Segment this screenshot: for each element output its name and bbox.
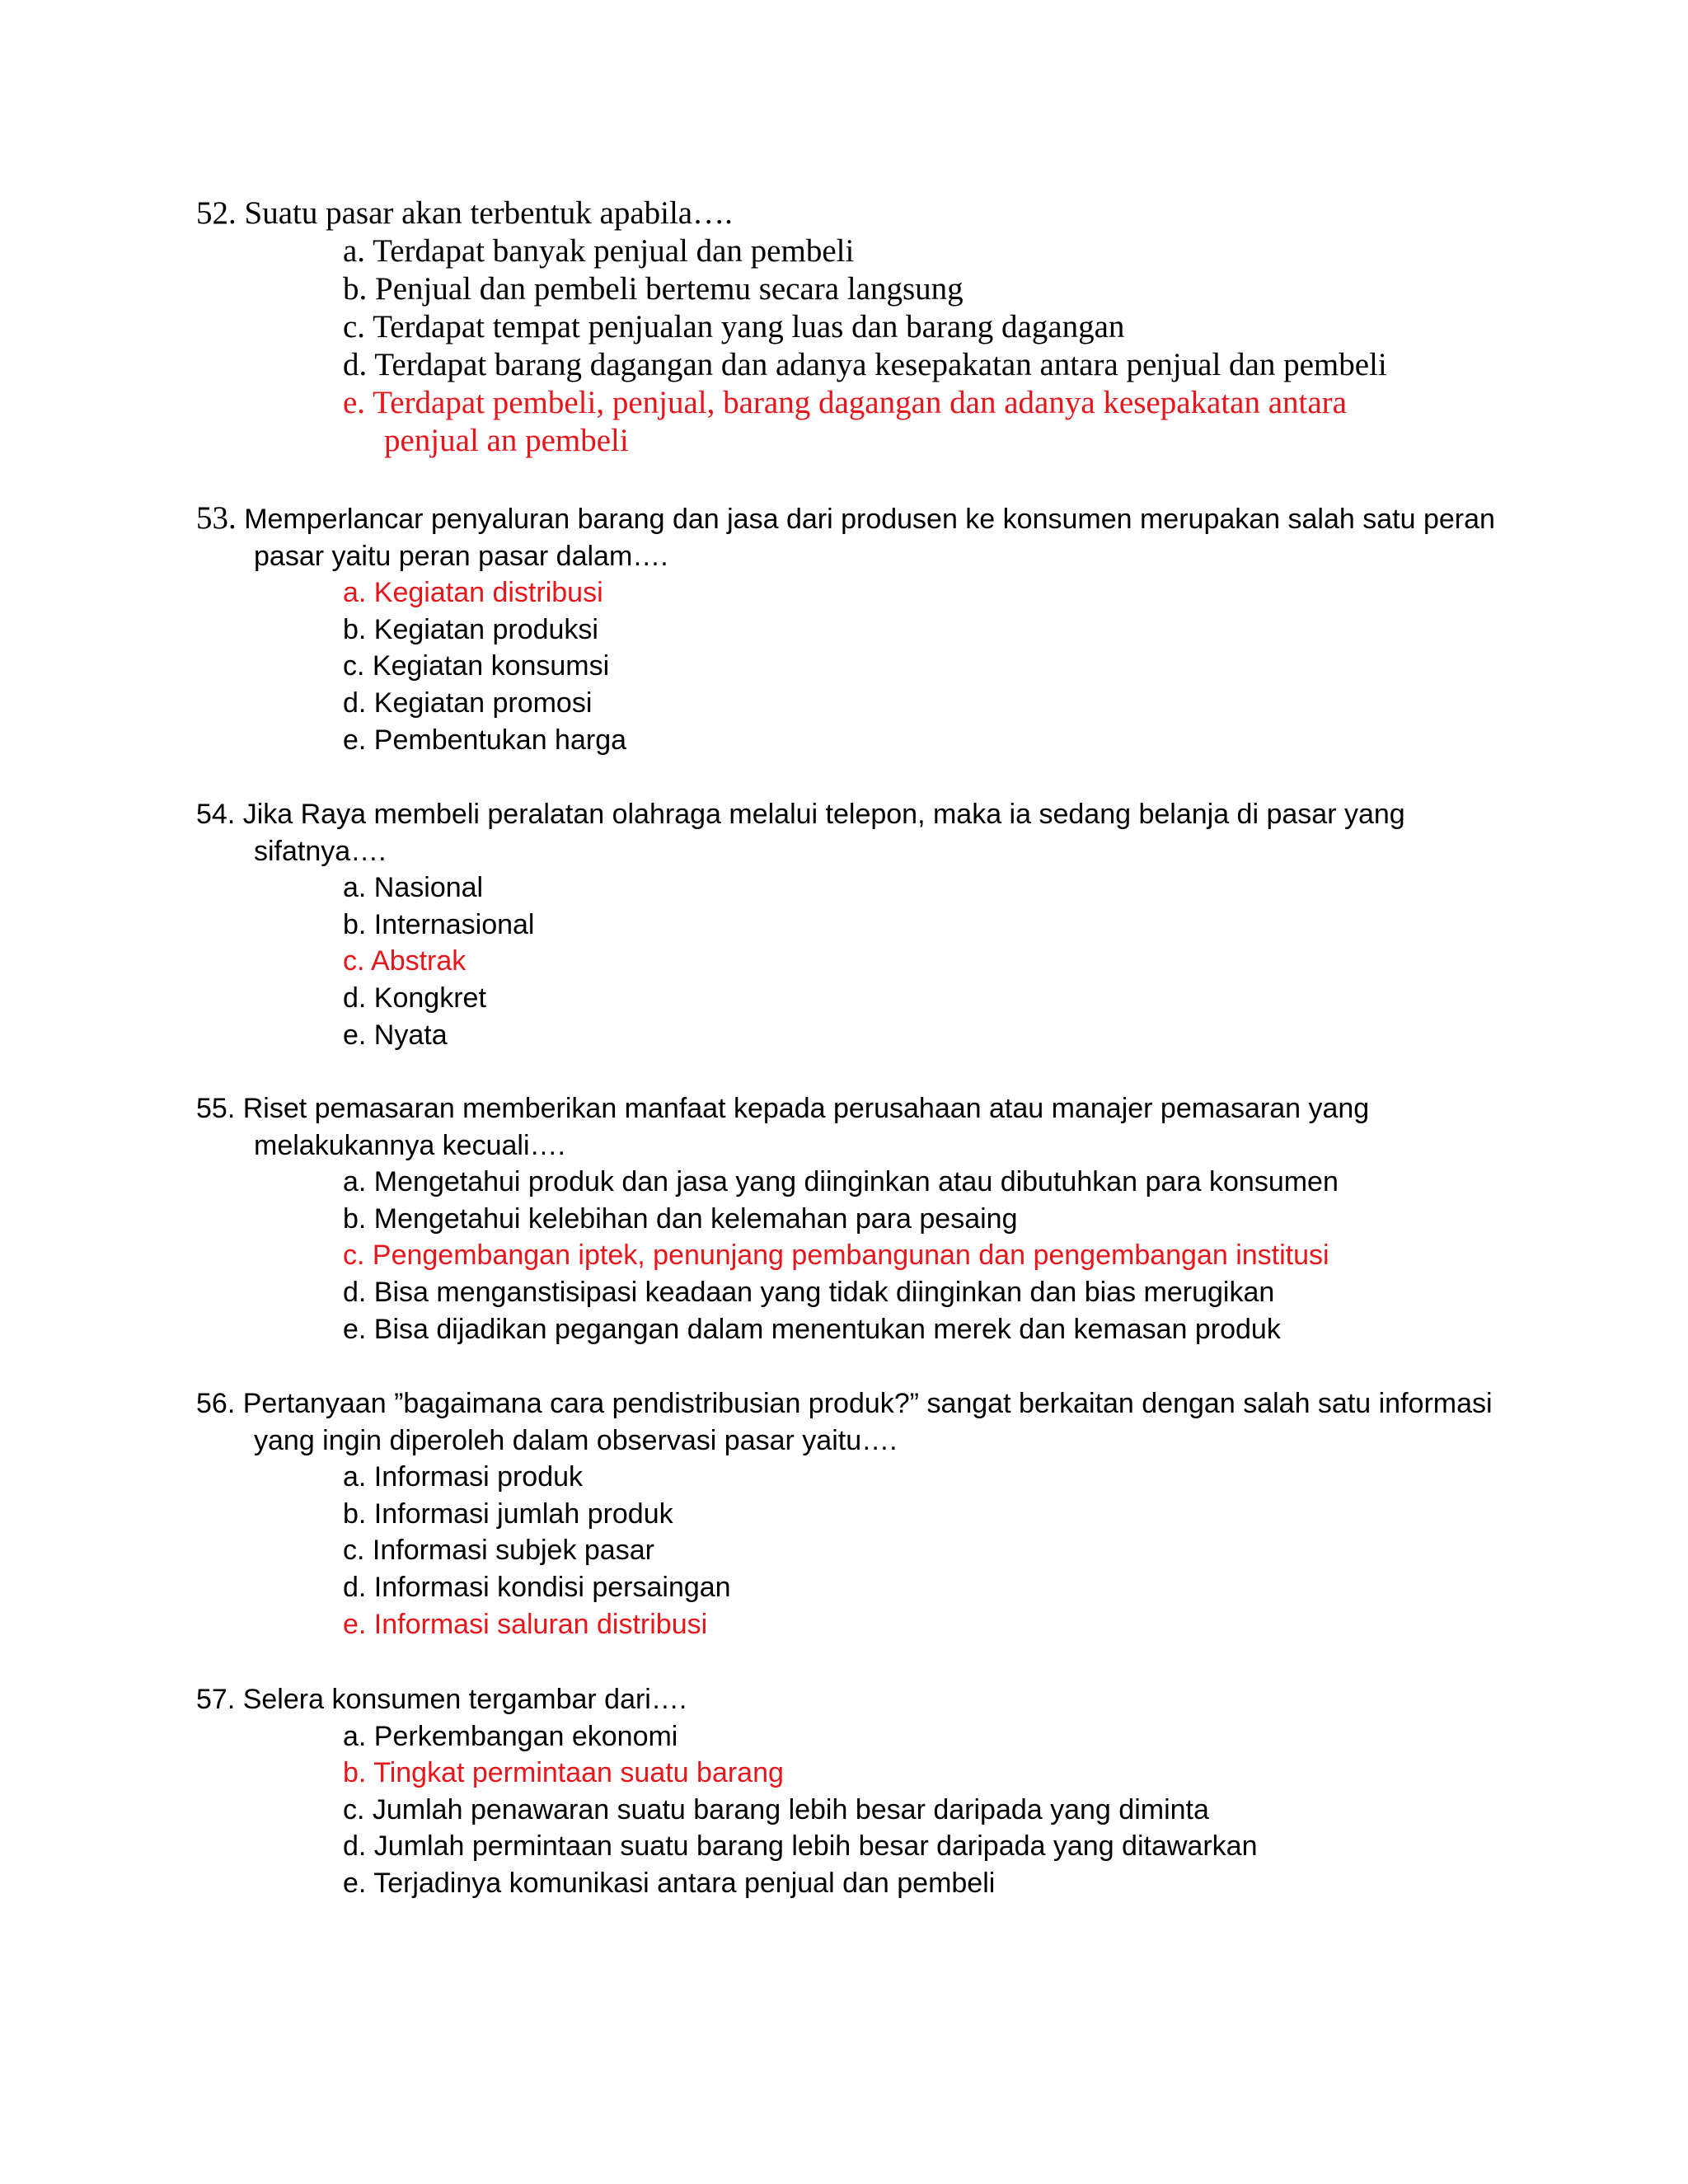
- question-text: Pertanyaan ”bagaimana cara pendistribusian produk?” sangat berkaitan dengan salah satu informasi yang ingin diperoleh dalam observasi pasar yaitu….: [242, 1388, 1493, 1456]
- question-number: 54.: [196, 799, 236, 830]
- option-a: a. Perkembangan ekonomi: [343, 1720, 678, 1752]
- answer-options: [196, 1459, 1515, 1643]
- option-e: e. Nyata: [343, 1019, 448, 1051]
- question-text: Jika Raya membeli peralatan olahraga melalui telepon, maka ia sedang belanja di pasar yang sifatnya….: [242, 799, 1405, 867]
- question-stem: [196, 796, 1515, 869]
- option-e-correct: e. Informasi saluran distribusi: [343, 1608, 708, 1640]
- option-b: b. Internasional: [343, 908, 535, 940]
- question-stem: [196, 1090, 1515, 1164]
- question-number: 55.: [196, 1093, 236, 1124]
- question-number: 52.: [196, 195, 237, 231]
- answer-options: [196, 1164, 1515, 1347]
- option-a-correct: a. Kegiatan distribusi: [343, 577, 603, 609]
- option-b: b. Kegiatan produksi: [343, 613, 598, 645]
- option-d: d. Bisa menganstisipasi keadaan yang tidak diinginkan dan bias merugikan: [343, 1276, 1275, 1308]
- answer-options: [196, 574, 1515, 758]
- question-stem: [196, 1385, 1515, 1459]
- question-57: [196, 1681, 1515, 1902]
- option-e: e. Pembentukan harga: [343, 724, 627, 756]
- option-b: b. Penjual dan pembeli bertemu secara langsung: [343, 271, 964, 307]
- option-e: e. Terjadinya komunikasi antara penjual dan pembeli: [343, 1867, 996, 1899]
- question-54: [196, 796, 1515, 1053]
- option-b: b. Informasi jumlah produk: [343, 1497, 673, 1530]
- option-b: b. Mengetahui kelebihan dan kelemahan para pesaing: [343, 1202, 1018, 1235]
- question-text: Riset pemasaran memberikan manfaat kepada perusahaan atau manajer pemasaran yang melakukannya kecuali….: [242, 1093, 1370, 1161]
- option-a: a. Mengetahui produk dan jasa yang diinginkan atau dibutuhkan para konsumen: [343, 1166, 1339, 1198]
- question-56: [196, 1385, 1515, 1643]
- option-e: e. Bisa dijadikan pegangan dalam menentukan merek dan kemasan produk: [343, 1313, 1281, 1345]
- question-number: 57.: [196, 1684, 236, 1715]
- option-a: a. Informasi produk: [343, 1461, 584, 1493]
- option-d: d. Kongkret: [343, 982, 486, 1014]
- option-d: d. Terdapat barang dagangan dan adanya kesepakatan antara penjual dan pembeli: [343, 347, 1387, 382]
- option-d: d. Jumlah permintaan suatu barang lebih besar daripada yang ditawarkan: [343, 1830, 1258, 1863]
- option-c: c. Terdapat tempat penjualan yang luas dan barang dagangan: [343, 309, 1125, 344]
- option-e-correct: e. Terdapat pembeli, penjual, barang dagangan dan adanya kesepakatan antara penjual an pembeli: [343, 385, 1347, 458]
- question-stem: [196, 500, 1515, 574]
- option-a: a. Nasional: [343, 872, 484, 904]
- question-text: Selera konsumen tergambar dari….: [242, 1684, 687, 1715]
- question-number: 53.: [196, 500, 237, 536]
- option-a: a. Terdapat banyak penjual dan pembeli: [343, 233, 855, 269]
- option-c-correct: c. Pengembangan iptek, penunjang pembangunan dan pengembangan institusi: [343, 1240, 1329, 1272]
- option-c: c. Kegiatan konsumsi: [343, 650, 610, 682]
- answer-options: [196, 1718, 1515, 1902]
- answer-options: [196, 869, 1515, 1053]
- option-d: d. Kegiatan promosi: [343, 687, 593, 719]
- answer-options: [196, 232, 1515, 460]
- question-stem: [196, 1681, 1515, 1718]
- option-c-correct: c. Abstrak: [343, 945, 467, 977]
- option-d: d. Informasi kondisi persaingan: [343, 1571, 731, 1603]
- option-c: c. Jumlah penawaran suatu barang lebih besar daripada yang diminta: [343, 1793, 1209, 1825]
- option-c: c. Informasi subjek pasar: [343, 1535, 654, 1567]
- question-number: 56.: [196, 1388, 236, 1419]
- question-55: [196, 1090, 1515, 1347]
- question-stem: [196, 194, 1515, 232]
- question-text: Memperlancar penyaluran barang dan jasa dari produsen ke konsumen merupakan salah satu peran pasar yaitu peran pasar dalam….: [244, 504, 1495, 572]
- question-text: Suatu pasar akan terbentuk apabila….: [244, 195, 733, 231]
- option-b-correct: b. Tingkat permintaan suatu barang: [343, 1757, 784, 1789]
- question-53: [196, 500, 1515, 758]
- question-52: [196, 194, 1515, 460]
